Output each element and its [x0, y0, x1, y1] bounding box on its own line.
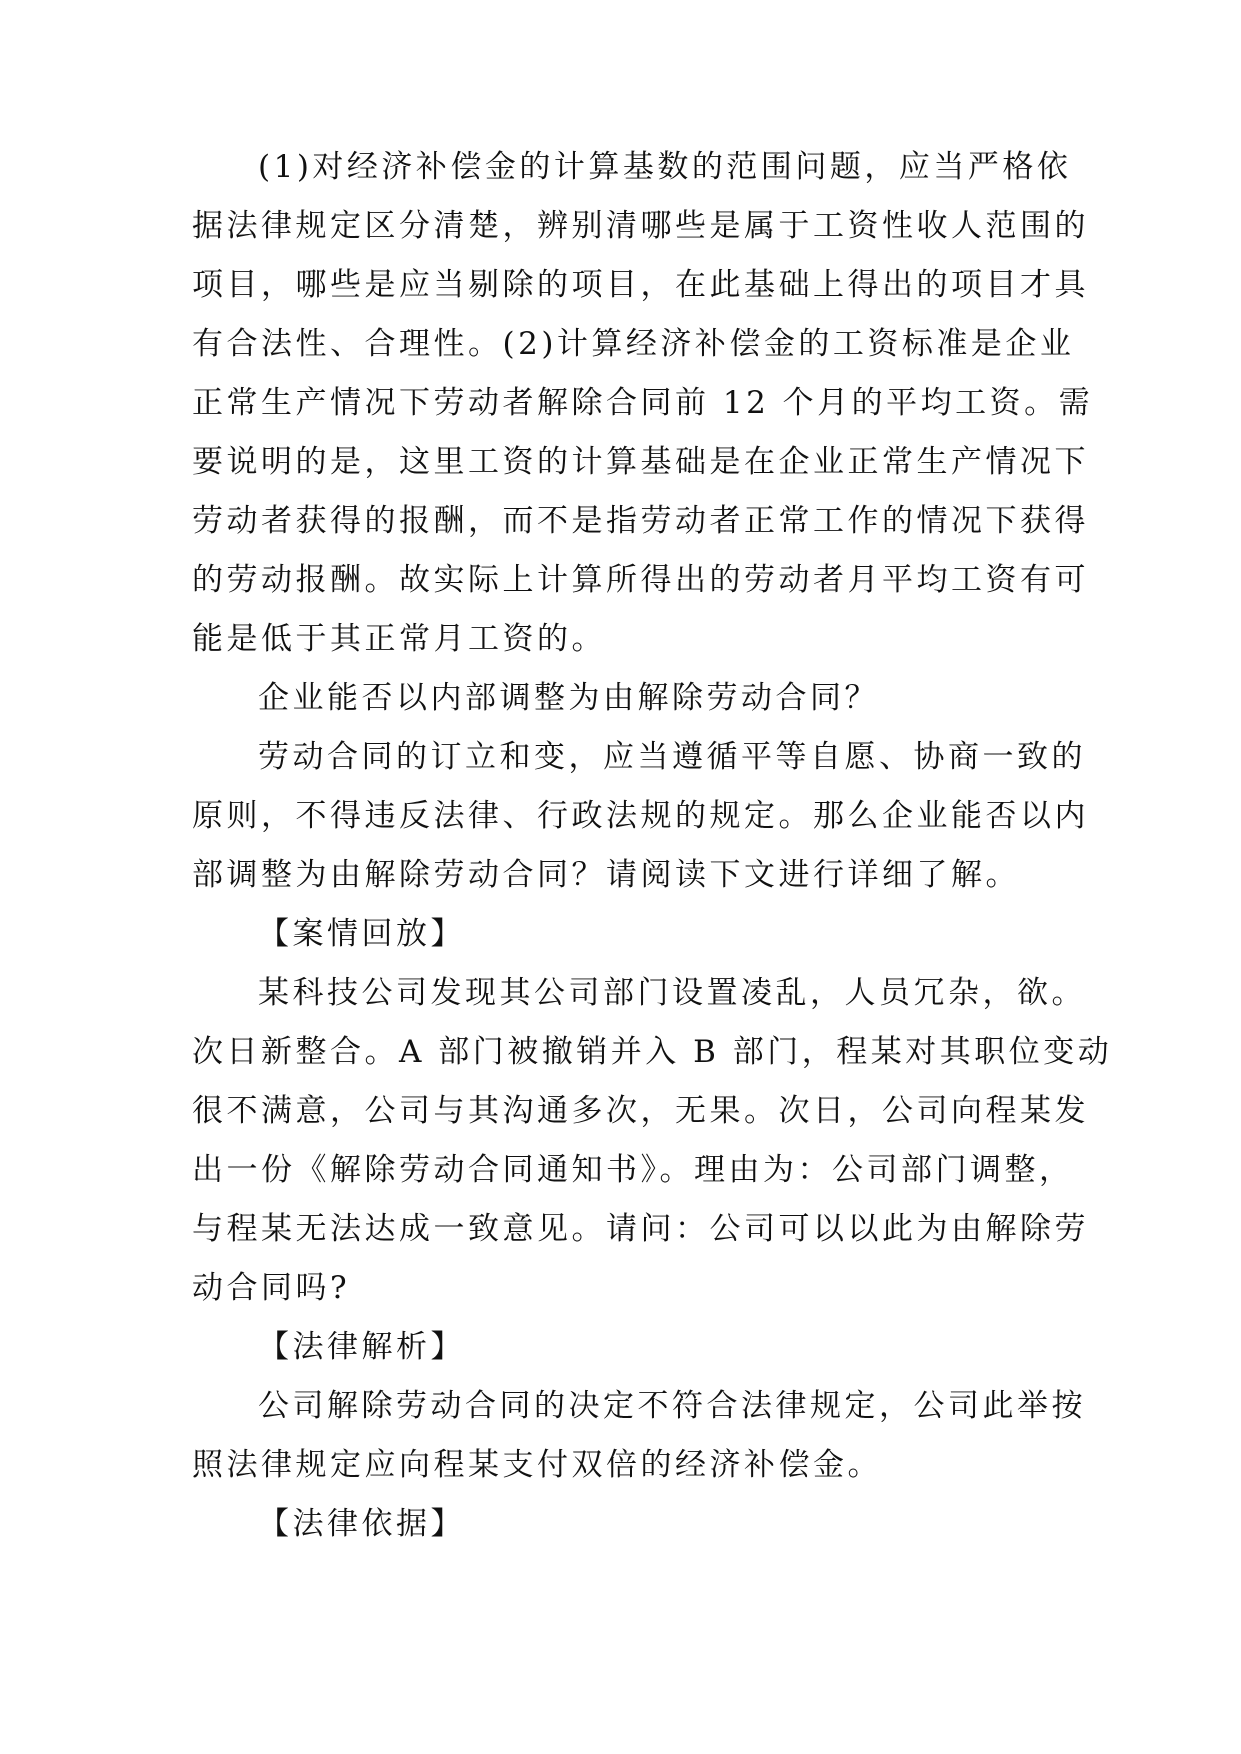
- text-line: 动合同吗?: [192, 1270, 351, 1306]
- text-line: 劳动合同的订立和变，应当遵循平等自愿、协商一致的: [258, 739, 1086, 775]
- text-line: 有合法性、合理性。(2)计算经济补偿金的工资标准是企业: [192, 326, 1075, 362]
- text-line: 照法律规定应向程某支付双倍的经济补偿金。: [192, 1447, 882, 1483]
- text-line: 原则，不得违反法律、行政法规的规定。那么企业能否以内: [192, 798, 1089, 834]
- text-line: 据法律规定区分清楚，辨别清哪些是属于工资性收人范围的: [192, 208, 1089, 244]
- text-line: 与程某无法达成一致意见。请问：公司可以以此为由解除劳: [192, 1211, 1089, 1247]
- text-line: 公司解除劳动合同的决定不符合法律规定，公司此举按: [258, 1388, 1086, 1424]
- section-heading-case: 【案情回放】: [258, 916, 465, 952]
- section-heading-analysis: 【法律解析】: [258, 1329, 465, 1365]
- text-line: 要说明的是，这里工资的计算基础是在企业正常生产情况下: [192, 444, 1089, 480]
- text-line: 某科技公司发现其公司部门设置凌乱，人员冗杂，欲。: [258, 975, 1086, 1011]
- section-heading-basis: 【法律依据】: [258, 1506, 465, 1542]
- text-line: 的劳动报酬。故实际上计算所得出的劳动者月平均工资有可: [192, 562, 1089, 598]
- text-line: 很不满意，公司与其沟通多次，无果。次日，公司向程某发: [192, 1093, 1089, 1129]
- section-question: 企业能否以内部调整为由解除劳动合同？: [258, 680, 879, 716]
- text-line: 正常生产情况下劳动者解除合同前 12 个月的平均工资。需: [192, 385, 1094, 421]
- text-line: 出一份《解除劳动合同通知书》。理由为：公司部门调整，: [192, 1152, 1074, 1188]
- text-line: (1)对经济补偿金的计算基数的范围问题，应当严格依: [258, 149, 1072, 185]
- text-line: 能是低于其正常月工资的。: [192, 621, 606, 657]
- text-line: 次日新整合。A 部门被撤销并入 B 部门，程某对其职位变动: [192, 1034, 1113, 1070]
- text-line: 项目，哪些是应当剔除的项目，在此基础上得出的项目才具: [192, 267, 1089, 303]
- text-line: 劳动者获得的报酬，而不是指劳动者正常工作的情况下获得: [192, 503, 1089, 539]
- text-line: 部调整为由解除劳动合同？请阅读下文进行详细了解。: [192, 857, 1020, 893]
